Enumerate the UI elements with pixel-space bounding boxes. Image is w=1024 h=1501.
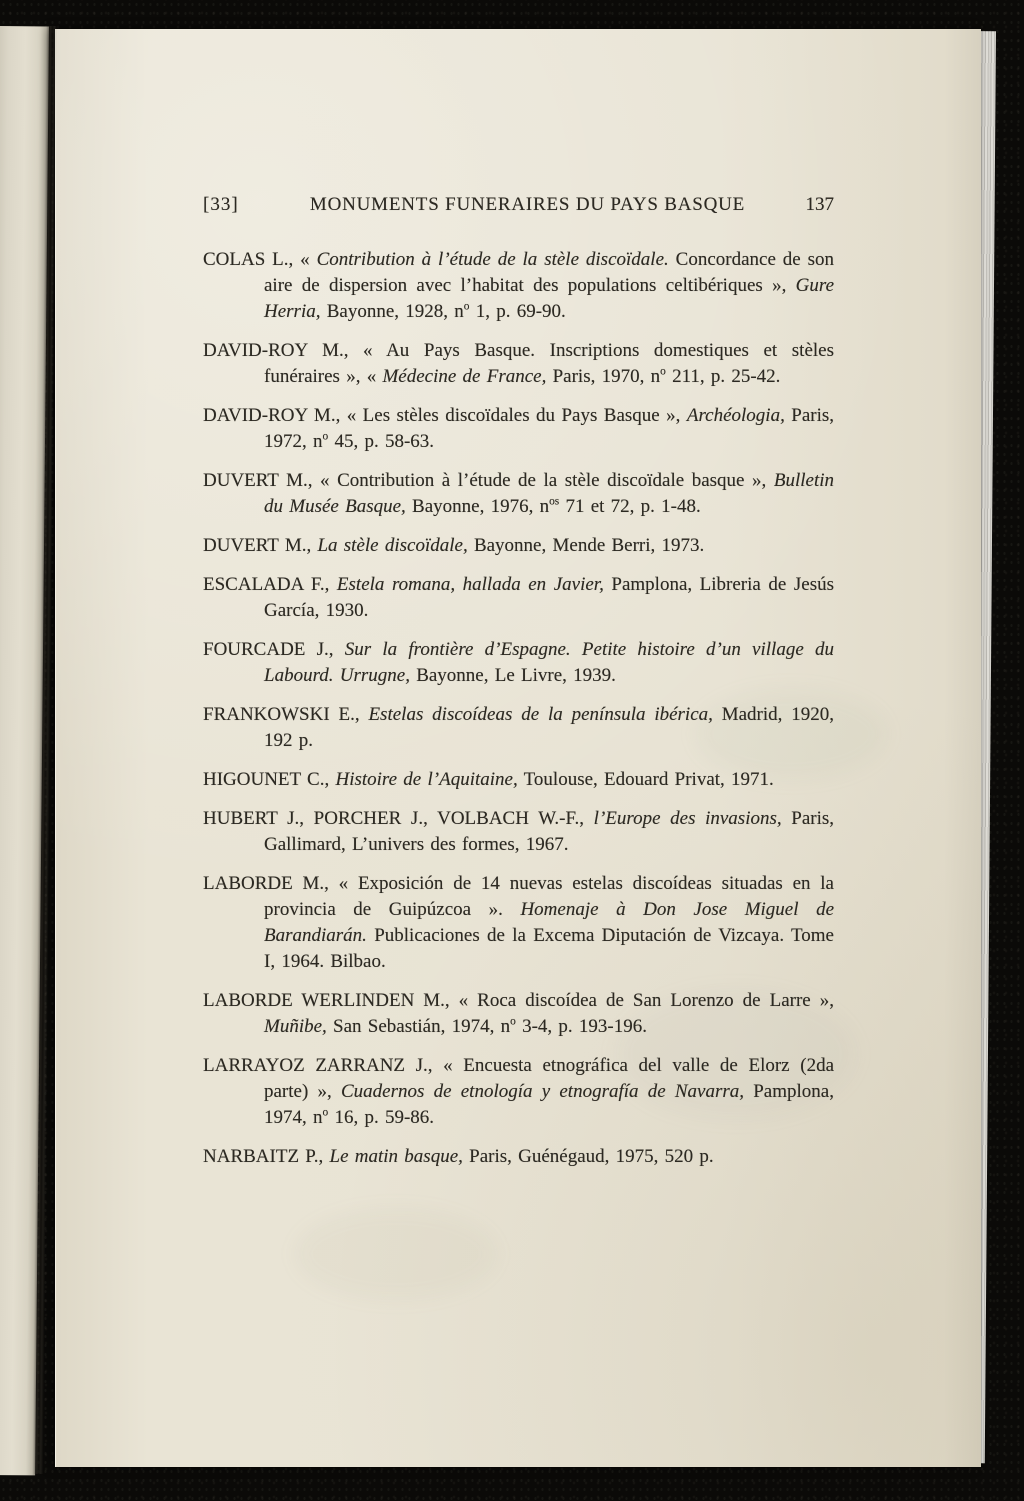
bib-entry bbox=[203, 1144, 834, 1170]
text-segment: Homenaje à Don Jose Miguel de Barandiarán. bbox=[264, 899, 835, 946]
text-segment: DUVERT M., « Contribution à l’étude de la stèle discoïdale basque », bbox=[203, 470, 774, 491]
text-segment: COLAS L., « bbox=[203, 249, 317, 270]
bib-entry bbox=[203, 806, 834, 858]
text-segment: LARRAYOZ ZARRANZ J., « Encuesta etnográfica del valle de Elorz (2da parte) », bbox=[203, 1055, 834, 1102]
text-segment: Madrid, 1920, 192 p. bbox=[264, 704, 834, 751]
text-segment: Contribution à l’étude de la stèle discoïdale. bbox=[316, 249, 669, 270]
bib-entry bbox=[203, 572, 834, 624]
text-segment: Gure Herria, bbox=[264, 275, 834, 322]
text-segment: Bayonne, 1928, n bbox=[320, 301, 464, 322]
bib-entry bbox=[203, 871, 834, 975]
bib-entry bbox=[203, 338, 834, 390]
text-segment: Muñibe, bbox=[264, 1016, 327, 1037]
bibliography-list bbox=[203, 247, 834, 1170]
text-segment: Histoire de l’Aquitaine, bbox=[335, 769, 518, 790]
text-segment: Bulletin du Musée Basque, bbox=[264, 470, 834, 517]
page-number: 137 bbox=[805, 194, 834, 215]
text-segment: NARBAITZ P., bbox=[203, 1146, 330, 1167]
text-segment: DUVERT M., bbox=[203, 535, 318, 556]
text-segment: Paris, Guénégaud, 1975, 520 p. bbox=[462, 1146, 714, 1167]
text-segment: LABORDE M., « Exposición de 14 nuevas estelas discoídeas situadas en la provincia de Guipúzcoa ». bbox=[203, 873, 834, 920]
text-segment: Cuadernos de etnología y etnografía de Navarra, bbox=[340, 1081, 745, 1102]
superscript-text: o bbox=[660, 365, 666, 378]
text-segment: Sur la frontière d’Espagne. Petite histoire d’un village du Labourd. Urrugne, bbox=[264, 639, 834, 686]
text-segment: LABORDE WERLINDEN M., « Roca discoídea de San Lorenzo de Larre », bbox=[203, 990, 834, 1011]
page-header bbox=[203, 192, 834, 218]
text-segment: 45, p. 58-63. bbox=[328, 431, 435, 452]
text-segment: Bayonne, Mende Berri, 1973. bbox=[467, 535, 705, 556]
text-segment: FOURCADE J., bbox=[203, 639, 345, 660]
text-segment: HIGOUNET C., bbox=[203, 769, 336, 790]
running-title: MONUMENTS FUNERAIRES DU PAYS BASQUE bbox=[309, 194, 746, 215]
text-segment: FRANKOWSKI E., bbox=[203, 704, 369, 725]
text-segment: 3-4, p. 193-196. bbox=[515, 1016, 647, 1037]
superscript-text: o bbox=[322, 430, 329, 443]
text-segment: DAVID-ROY M., « Les stèles discoïdales du Pays Basque », bbox=[203, 405, 687, 426]
text-segment: Paris, Gallimard, L’univers des formes, 1967. bbox=[264, 808, 835, 855]
bib-entry bbox=[203, 468, 834, 520]
text-segment: 16, p. 59-86. bbox=[328, 1107, 435, 1128]
text-segment: 211, p. 25-42. bbox=[665, 366, 781, 387]
text-segment: Toulouse, Edouard Privat, 1971. bbox=[517, 769, 774, 790]
text-segment: Archéologia, bbox=[686, 405, 785, 426]
text-segment: Paris, 1970, n bbox=[546, 366, 661, 387]
superscript-text: o bbox=[463, 300, 470, 313]
paper-stain bbox=[296, 1209, 496, 1299]
text-segment: Pamplona, 1974, n bbox=[264, 1081, 834, 1128]
text-segment: 71 et 72, p. 1-48. bbox=[559, 496, 701, 517]
text-segment: San Sebastián, 1974, n bbox=[326, 1016, 511, 1037]
text-segment: Pamplona, Libreria de Jesús García, 1930. bbox=[264, 574, 834, 621]
bib-entry bbox=[203, 988, 834, 1040]
superscript-text: os bbox=[549, 495, 560, 508]
text-segment: Concordance de son aire de dispersion avec l’habitat des populations celtibériques », bbox=[264, 249, 834, 296]
bib-entry bbox=[203, 702, 834, 754]
bib-entry bbox=[203, 767, 834, 793]
text-segment: Paris, 1972, n bbox=[264, 405, 835, 452]
bib-entry bbox=[203, 1053, 834, 1131]
text-segment: La stèle discoïdale, bbox=[317, 535, 468, 556]
text-segment: ESCALADA F., bbox=[203, 574, 337, 595]
page-content bbox=[203, 192, 834, 1183]
superscript-text: o bbox=[510, 1015, 516, 1028]
text-segment: Estela romana, hallada en Javier, bbox=[336, 574, 604, 595]
text-segment: Médecine de France, bbox=[382, 366, 547, 387]
margin-reference-number: [33] bbox=[203, 194, 239, 215]
text-segment: Estelas discoídeas de la península ibérica, bbox=[368, 704, 713, 725]
text-segment: Bayonne, Le Livre, 1939. bbox=[409, 665, 616, 686]
superscript-text: o bbox=[322, 1106, 329, 1119]
bib-entry bbox=[203, 533, 834, 559]
text-segment: Le matin basque, bbox=[329, 1146, 463, 1167]
text-segment: Publicaciones de la Excema Diputación de Vizcaya. Tome I, 1964. Bilbao. bbox=[264, 925, 834, 972]
text-segment: HUBERT J., PORCHER J., VOLBACH W.-F., bbox=[203, 808, 594, 829]
text-segment: Bayonne, 1976, n bbox=[405, 496, 550, 517]
text-segment: l’Europe des invasions, bbox=[593, 808, 782, 829]
bib-entry bbox=[203, 247, 834, 325]
text-segment: DAVID-ROY M., « Au Pays Basque. Inscriptions domestiques et stèles funéraires », « bbox=[203, 340, 834, 387]
book-page bbox=[55, 29, 981, 1467]
bib-entry bbox=[203, 403, 834, 455]
text-segment: 1, p. 69-90. bbox=[469, 301, 566, 322]
bib-entry bbox=[203, 637, 834, 689]
